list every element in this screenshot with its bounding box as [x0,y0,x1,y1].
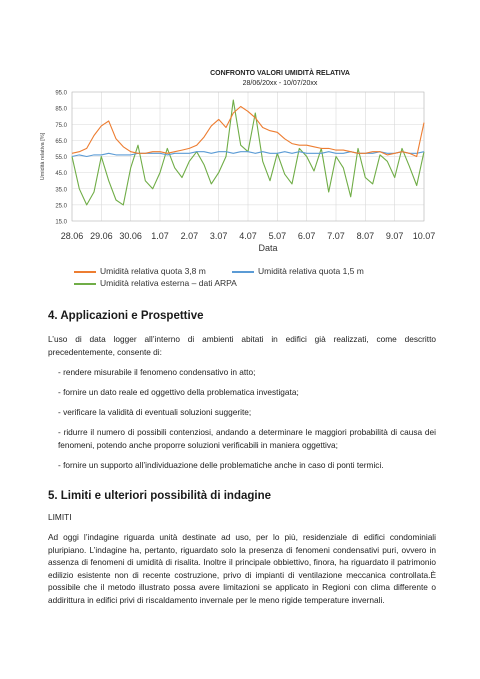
x-tick-label: 30.06 [119,231,142,241]
x-tick-label: 10.07 [412,231,436,241]
legend-label-series-3: Umidità relativa esterna – dati ARPA [100,278,237,288]
x-axis-label: Data [258,243,278,253]
chart-title: CONFRONTO VALORI UMIDITÀ RELATIVA [210,70,350,77]
legend-swatch-series-3 [74,283,96,285]
section-4-intro-line-1: L’uso di data logger all’interno di ambienti abitati in edifici già realizzati, come descritto [48,334,436,344]
y-tick-label: 25.0 [55,203,67,210]
y-tick-label: 95.0 [55,90,67,97]
y-tick-label: 55.0 [55,155,67,161]
bullet-item: - ridurre il numero di possibili contenziosi, andando a determinare le maggiori probabilità di causa dei fenomeni, potendo anche proporre soluzioni verificabili in maniera oggettiva; [58,427,436,450]
x-tick-label: 28.06 [60,231,84,241]
y-tick-label: 45.0 [55,171,67,178]
x-tick-label: 2.07 [180,231,199,241]
chart-subtitle: 28/06/20xx - 10/07/20xx [242,80,318,87]
x-tick-label: 9.07 [385,231,404,241]
y-axis-label: Umidità relativa [%] [40,132,46,181]
y-tick-label: 65.0 [55,138,67,145]
bullet-item: - verificare la validità di eventuali soluzioni suggerite; [58,407,252,417]
x-tick-label: 29.06 [90,231,113,241]
humidity-chart [0,0,480,300]
limits-body: Ad oggi l’indagine riguarda unità destinate ad uso, per lo più, residenziale di edifici condominiali pluripiano. L’indagine ha, pertanto, riguardato solo la presenza di fenomeni condensativi puri, ovvero in assenza di fenomeni di umidità di risalita. Inoltre il principale obbiettivo, finora, ha riguardato il patrimonio edilizio esistente non di recente costruzione, privo di impianti di ventilazione meccanica controllata.È possibile che il metodo illustrato possa avere limitazioni se applicato in Regioni con clima differente o addirittura in edifici privi di riscaldamento invernale per le meno rigide temperature invernali. [48,532,436,605]
bullet-item: - fornire un dato reale ed oggettivo della problematica investigata; [58,387,299,397]
x-tick-label: 1.07 [151,231,169,241]
bullet-item: - rendere misurabile il fenomeno condensativo in atto; [58,367,256,377]
legend-swatch-series-1 [74,271,96,273]
x-tick-label: 3.07 [209,231,228,241]
limits-label: LIMITI [48,512,72,522]
legend-swatch-series-2 [232,271,254,273]
y-tick-label: 85.0 [55,106,67,113]
section-4-intro-line-2: precedentemente, consente di: [48,347,162,357]
bullet-item: - fornire un supporto all’individuazione delle problematiche anche in caso di ponti termici. [58,460,384,470]
x-tick-label: 6.07 [297,231,316,241]
section-5-heading: 5. Limiti e ulteriori possibilità di indagine [48,490,272,502]
y-tick-label: 15.0 [55,219,67,226]
section-4-heading: 4. Applicazioni e Prospettive [48,310,204,322]
x-tick-label: 7.07 [327,231,345,241]
y-tick-label: 35.0 [55,187,67,194]
legend-label-series-2: Umidità relativa quota 1,5 m [258,266,364,276]
x-tick-label: 4.07 [239,231,257,241]
x-tick-label: 5.07 [268,231,287,241]
y-tick-label: 75.0 [55,122,67,129]
x-tick-label: 8.07 [356,231,375,241]
legend-label-series-1: Umidità relativa quota 3,8 m [100,266,206,276]
